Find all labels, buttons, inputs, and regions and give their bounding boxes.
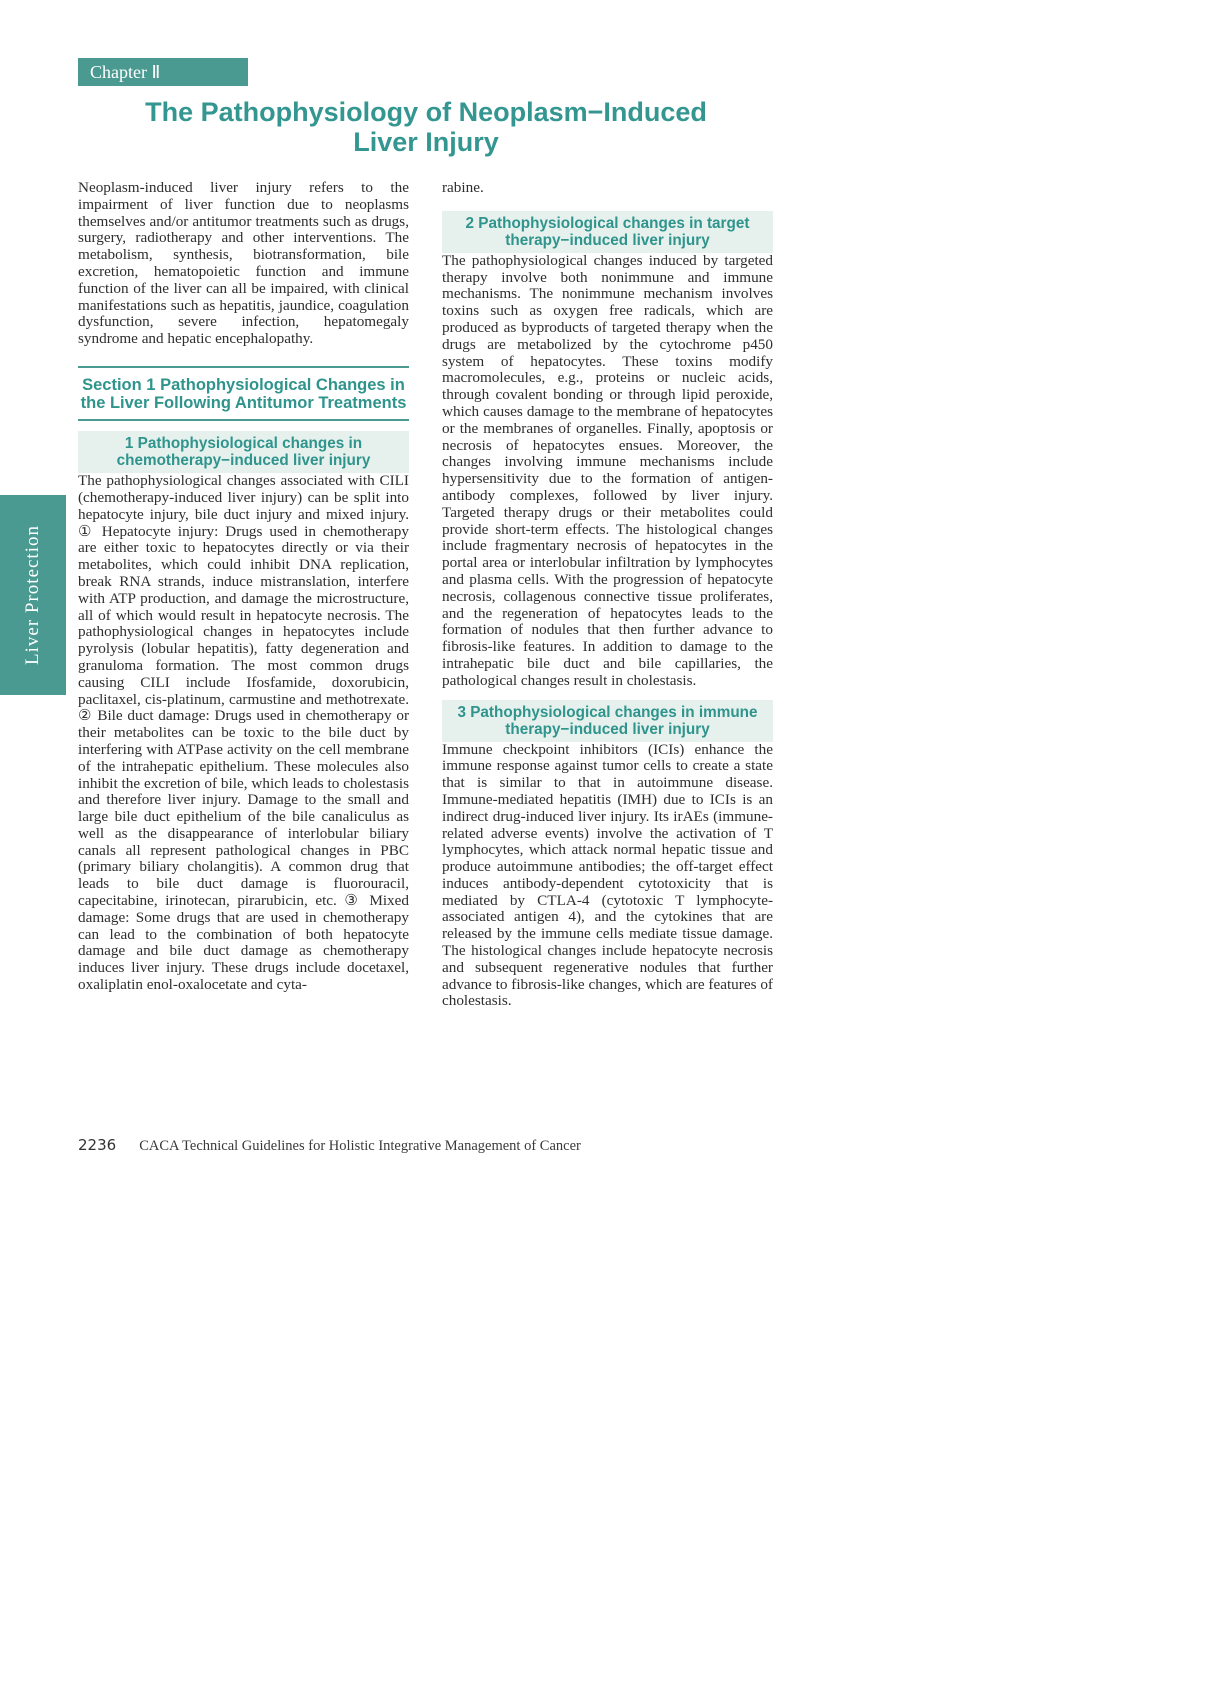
page-title-line1: The Pathophysiology of Neoplasm−Induced [145, 97, 707, 127]
section-rule-top [78, 366, 409, 368]
subsection-2-body: The pathophysiological changes induced by targeted therapy involve both nonimmune and immune mechanisms. The nonimmune mechanism involves toxins such as oxygen free radicals, which are produced as byproducts of targeted therapy when the drugs are metabolized by the cytochrome p450 system of hepatocytes. These toxins modify macromolecules, e.g., proteins or nucleic acids, through covalent bonding or through lipid peroxide, which causes damage to the membrane of hepatocytes or the membranes of organelles. Finally, apoptosis or necrosis of hepatocytes ensues. Moreover, the changes involving immune mechanisms include hypersensitivity due to the formation of antigen-antibody complexes, followed by liver injury. Targeted therapy drugs or their metabolites could provide short-term effects. The histological changes include fragmentary necrosis of hepatocytes in the portal area or interlobular infiltration by lymphocytes and plasma cells. With the progression of hepatocyte necrosis, collagenous connective tissue proliferates, and the regeneration of hepatocytes leads to the formation of nodules that then further advance to fibrosis-like features. In addition to damage to the intrahepatic bile duct and bile capillaries, the pathological changes result in cholestasis. [442, 251, 773, 689]
right-column [442, 180, 773, 1010]
side-tab-label: Liver Protection [22, 525, 43, 665]
page-content [78, 58, 774, 1010]
subsection-3-body: Immune checkpoint inhibitors (ICIs) enhance the immune response against tumor cells to create a state that is similar to that in autoimmune disease. Immune-mediated hepatitis (IMH) due to ICIs is an indirect drug-induced liver injury. Its irAEs (immune-related adverse events) involve the activation of T lymphocytes, which attack normal hepatic tissue and produce autoimmune antibodies; the off-target effect induces antibody-dependent cytotoxicity that is mediated by CTLA-4 (cytotoxic T lymphocyte-associated antigen 4), and the cytokines that are released by the immune cells mediate tissue damage. The histological changes include hepatocyte necrosis and subsequent regenerative nodules that further advance to fibrosis-like changes, which are features of cholestasis. [442, 740, 773, 1010]
chapter-badge: Chapter Ⅱ [78, 58, 248, 86]
section-1-heading: Section 1 Pathophysiological Changes in the Liver Following Antitumor Treatments [80, 375, 407, 412]
continuation-line: rabine. [442, 179, 484, 196]
page-title [78, 97, 774, 157]
subsection-3-heading: 3 Pathophysiological changes in immune therapy−induced liver injury [442, 700, 773, 742]
left-column [78, 180, 409, 1010]
footer-book-title: CACA Technical Guidelines for Holistic Integrative Management of Cancer [139, 1138, 581, 1154]
page-title-line2: Liver Injury [353, 127, 499, 157]
section-rule-bottom [78, 419, 409, 421]
page-footer [78, 1136, 1178, 1155]
intro-paragraph: Neoplasm-induced liver injury refers to the impairment of liver function due to neoplasms themselves and/or antitumor treatments such as drugs, surgery, radiotherapy and other interventions. The metabolism, synthesis, biotransformation, bile excretion, hematopoietic function and immune function of the liver can all be impaired, with clinical manifestations such as hepatitis, jaundice, coagulation dysfunction, severe infection, hepatomegaly syndrome and hepatic encephalopathy. [78, 179, 409, 348]
footer-page-number: 2236 [78, 1136, 117, 1154]
subsection-1-body: The pathophysiological changes associated with CILI (chemotherapy-induced liver injury) can be split into hepatocyte injury, bile duct injury and mixed injury. ① Hepatocyte injury: Drugs used in chemotherapy are either toxic to hepatocytes directly or via their metabolites, which could inhibit DNA replication, break RNA strands, induce mistranslation, interfere with ATP production, and damage the microstructure, all of which would result in hepatocyte necrosis. The pathophysiological changes in hepatocytes include pyrolysis (lobular hepatitis), fatty degeneration and granuloma formation. The most common drugs causing CILI include Ifosfamide, doxorubicin, paclitaxel, cis-platinum, carmustine and methotrexate. ② Bile duct damage: Drugs used in chemotherapy or their metabolites can be toxic to the bile duct by interfering with ATPase activity on the cell membrane of the intrahepatic epithelium. These molecules also inhibit the excretion of bile, which leads to cholestasis and therefore liver injury. Damage to the small and large bile duct epithelium of the bile canaliculus as well as the disappearance of interlobular biliary canals all represent pathological changes in PBC (primary biliary cholangitis). A common drug that leads to bile duct damage is fluorouracil, capecitabine, irinotecan, pirarubicin, etc. ③ Mixed damage: Some drugs that are used in chemotherapy can lead to the combination of both hepatocyte damage and bile duct damage as chemotherapy induces liver injury. These drugs include docetaxel, oxaliplatin enol-oxalocetate and cyta- [78, 472, 409, 994]
subsection-2-heading: 2 Pathophysiological changes in target therapy−induced liver injury [442, 211, 773, 253]
chapter-side-tab [0, 495, 66, 695]
two-column-body [78, 180, 774, 1010]
subsection-1-heading: 1 Pathophysiological changes in chemotherapy−induced liver injury [78, 431, 409, 473]
